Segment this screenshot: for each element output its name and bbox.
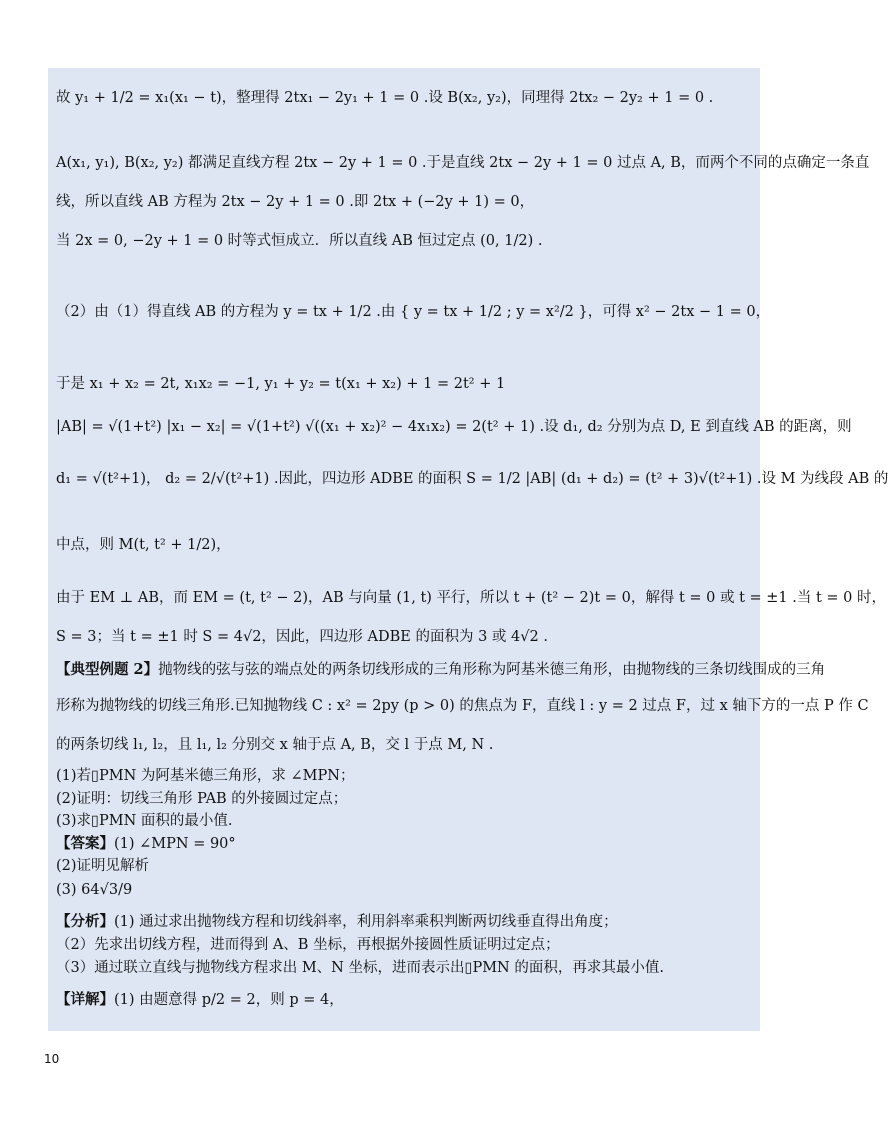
section-label: 【答案】: [56, 835, 114, 852]
section-label: 【详解】: [56, 991, 114, 1008]
line-4: 当 2x = 0, −2y + 1 = 0 时等式恒成立．所以直线 AB 恒过定点 (0, 1/2) .: [56, 233, 543, 249]
analysis-1: 【分析】(1) 通过求出抛物线方程和切线斜率，利用斜率乘积判断两切线垂直得出角度；: [56, 913, 618, 930]
line-1: 故 y₁ + 1/2 = x₁(x₁ − t)，整理得 2tx₁ − 2y₁ + 1 = 0 .设 B(x₂, y₂)，同理得 2tx₂ − 2y₂ + 1 = 0 .: [56, 90, 714, 106]
question-2: (2)证明：切线三角形 PAB 的外接圆过定点；: [56, 791, 348, 807]
line-5: （2）由（1）得直线 AB 的方程为 y = tx + 1/2 .由 { y = tx + 1/2 ; y = x²/2 }，可得 x² − 2tx − 1 = 0，: [56, 304, 771, 320]
line-3: 线，所以直线 AB 方程为 2tx − 2y + 1 = 0 .即 2tx + (−2y + 1) = 0，: [56, 194, 535, 210]
question-1: (1)若▯PMN 为阿基米德三角形，求 ∠MPN；: [56, 768, 355, 784]
answer-2: (2)证明见解析: [56, 858, 150, 874]
page-number: 10: [44, 1052, 60, 1066]
section-label: 【分析】: [56, 913, 114, 930]
analysis-3: （3）通过联立直线与抛物线方程求出 M、N 坐标，进而表示出▯PMN 的面积，再求其最小值.: [56, 960, 664, 976]
line-9: 中点，则 M(t, t² + 1/2)，: [56, 537, 231, 553]
line-6: 于是 x₁ + x₂ = 2t, x₁x₂ = −1, y₁ + y₂ = t(x₁ + x₂) + 1 = 2t² + 1: [56, 376, 506, 392]
detail-1: 【详解】(1) 由题意得 p/2 = 2，则 p = 4，: [56, 991, 344, 1008]
line-14: 的两条切线 l₁, l₂，且 l₁, l₂ 分别交 x 轴于点 A, B，交 l 于点 M, N .: [56, 737, 494, 753]
line-11: S = 3；当 t = ±1 时 S = 4√2，因此，四边形 ADBE 的面积为 3 或 4√2 .: [56, 629, 548, 645]
example-heading-line: 【典型例题 2】抛物线的弦与弦的端点处的两条切线形成的三角形称为阿基米德三角形，由抛物线的三条切线围成的三角: [56, 661, 826, 678]
answer-1: 【答案】(1) ∠MPN = 90°: [56, 835, 236, 852]
line-8: d₁ = √(t²+1)， d₂ = 2/√(t²+1) .因此，四边形 ADBE 的面积 S = 1/2 |AB| (d₁ + d₂) = (t² + 3)√(t²+1) .设 M 为线段 AB 的: [56, 471, 888, 487]
answer-3: (3) 64√3/9: [56, 882, 133, 898]
question-3: (3)求▯PMN 面积的最小值.: [56, 813, 233, 829]
line-7: |AB| = √(1+t²) |x₁ − x₂| = √(1+t²) √((x₁ + x₂)² − 4x₁x₂) = 2(t² + 1) .设 d₁, d₂ 分别为点 D, E 到直线 AB 的距离，则: [56, 419, 852, 435]
line-13: 形称为抛物线的切线三角形.已知抛物线 C : x² = 2py (p > 0) 的焦点为 F，直线 l : y = 2 过点 F，过 x 轴下方的一点 P 作 C: [56, 698, 869, 714]
line-2: A(x₁, y₁), B(x₂, y₂) 都满足直线方程 2tx − 2y + 1 = 0 .于是直线 2tx − 2y + 1 = 0 过点 A, B，而两个不同的点确定一条直: [56, 155, 870, 171]
analysis-2: （2）先求出切线方程，进而得到 A、B 坐标，再根据外接圆性质证明过定点；: [56, 937, 560, 953]
line-10: 由于 EM ⊥ AB，而 EM = (t, t² − 2)，AB 与向量 (1, t) 平行，所以 t + (t² − 2)t = 0，解得 t = 0 或 t = ±1 .当 t = 0 时，: [56, 590, 887, 606]
section-label: 【典型例题 2】: [56, 661, 159, 678]
